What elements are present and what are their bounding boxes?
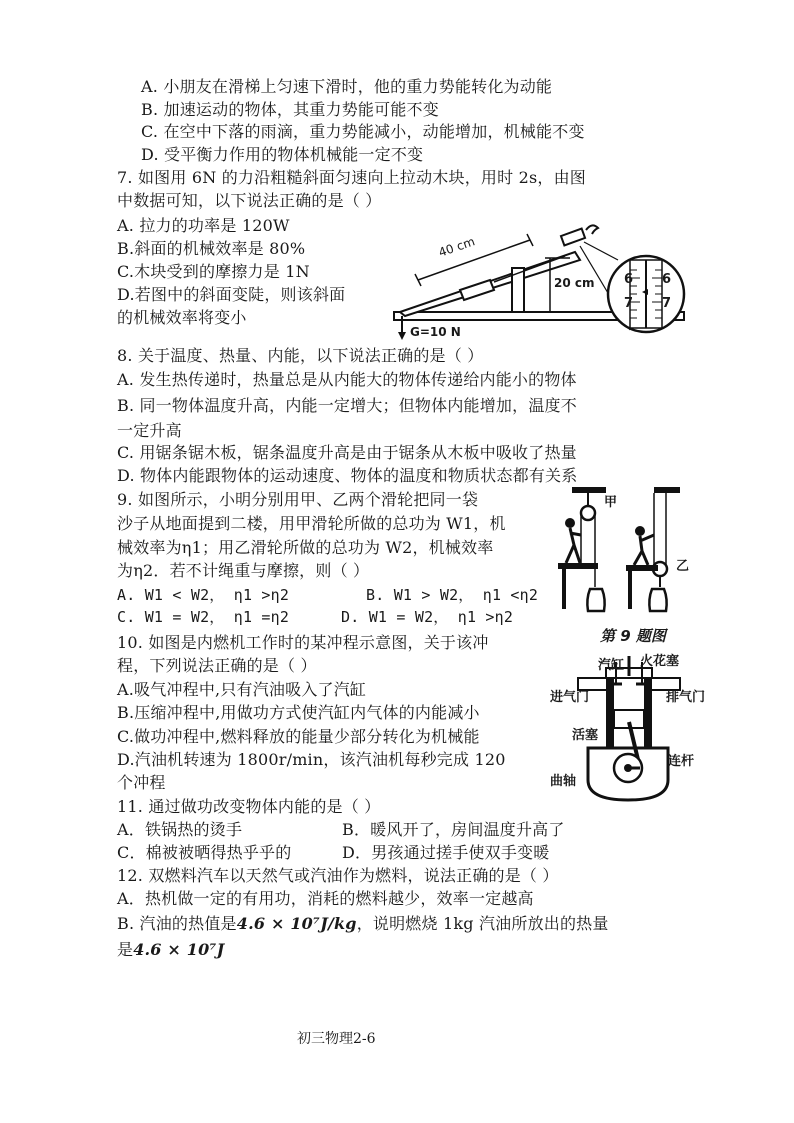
q10-stem-line1: 10. 如图是内燃机工作时的某冲程示意图，关于该冲 bbox=[117, 633, 489, 652]
incline-length-label: 40 cm bbox=[436, 234, 477, 260]
q12-option-b-line2 bbox=[117, 939, 224, 961]
scale-left-6: 6 bbox=[624, 272, 634, 287]
q10-option-c: C.做功冲程中,燃料释放的能量少部分转化为机械能 bbox=[117, 727, 480, 746]
scale-right-7: 7 bbox=[662, 296, 672, 311]
q9-option-c: C. W1 = W2， η1 =η2 bbox=[117, 608, 290, 626]
q7-option-a: A. 拉力的功率是 120W bbox=[117, 216, 290, 235]
q11-option-d: D．男孩通过搓手使双手变暖 bbox=[342, 843, 550, 862]
q8-option-b-line2: 一定升高 bbox=[117, 421, 182, 440]
label-connecting-rod: 连杆 bbox=[668, 754, 695, 769]
q9-stem-line2: 沙子从地面提到二楼，用甲滑轮所做的总功为 W1，机 bbox=[117, 514, 506, 533]
q7-option-d-line1: D.若图中的斜面变陡，则该斜面 bbox=[117, 285, 346, 304]
q7-stem-line1: 7. 如图用 6N 的力沿粗糙斜面匀速向上拉动木块，用时 2s，由图 bbox=[117, 168, 586, 187]
q11-stem: 11. 通过做功改变物体内能的是（ ） bbox=[117, 797, 381, 816]
q12-b-heat-amount: 4.6 × 10⁷J bbox=[133, 940, 225, 959]
q11-option-c: C．棉被被晒得热乎乎的 bbox=[117, 843, 292, 862]
q8-option-c: C. 用锯条锯木板，锯条温度升高是由于锯条从木板中吸收了热量 bbox=[117, 443, 577, 462]
q11-option-a: A．铁锅热的烫手 bbox=[117, 820, 243, 839]
q11-option-b: B．暖风开了，房间温度升高了 bbox=[342, 820, 565, 839]
label-intake-valve: 进气门 bbox=[550, 690, 590, 705]
incline-figure bbox=[390, 212, 690, 342]
q12-b-prefix2: 是 bbox=[117, 940, 134, 959]
pulley-figure bbox=[556, 485, 696, 615]
q6-option-a: A. 小朋友在滑梯上匀速下滑时，他的重力势能转化为动能 bbox=[141, 77, 553, 96]
q9-option-d: D. W1 = W2， η1 >η2 bbox=[341, 608, 514, 626]
q8-option-b-line1: B. 同一物体温度升高，内能一定增大；但物体内能增加，温度不 bbox=[117, 396, 577, 415]
q8-option-a: A. 发生热传递时，热量总是从内能大的物体传递给内能小的物体 bbox=[117, 370, 577, 389]
page-footer: 初三物理2-6 bbox=[297, 1031, 376, 1047]
pulley-jia-label: 甲 bbox=[604, 495, 618, 510]
q9-stem-line3: 械效率为η1；用乙滑轮所做的总功为 W2，机械效率 bbox=[117, 538, 494, 557]
q8-stem: 8. 关于温度、热量、内能，以下说法正确的是（ ） bbox=[117, 346, 484, 365]
q6-option-b: B. 加速运动的物体，其重力势能可能不变 bbox=[141, 100, 439, 119]
q7-option-d-line2: 的机械效率将变小 bbox=[117, 308, 247, 327]
q12-b-prefix: B. 汽油的热值是 bbox=[117, 914, 237, 933]
q10-option-d-line2: 个冲程 bbox=[117, 773, 166, 792]
scale-left-7: 7 bbox=[624, 296, 634, 311]
q7-option-c: C.木块受到的摩擦力是 1N bbox=[117, 262, 310, 281]
q7-option-b: B.斜面的机械效率是 80% bbox=[117, 239, 306, 258]
q9-stem-line1: 9. 如图所示，小明分别用甲、乙两个滑轮把同一袋 bbox=[117, 490, 479, 509]
label-piston: 活塞 bbox=[572, 728, 599, 743]
pulley-yi-label: 乙 bbox=[676, 559, 690, 574]
q10-option-a: A.吸气冲程中,只有汽油吸入了汽缸 bbox=[117, 680, 367, 699]
weight-label: G=10 N bbox=[410, 325, 461, 339]
q12-option-a: A．热机做一定的有用功，消耗的燃料越少，效率一定越高 bbox=[117, 889, 534, 908]
q9-stem-line4: 为η2．若不计绳重与摩擦，则（ ） bbox=[117, 561, 370, 580]
engine-figure bbox=[548, 650, 708, 810]
label-cylinder: 汽缸 bbox=[598, 658, 625, 673]
q6-option-d: D. 受平衡力作用的物体机械能一定不变 bbox=[141, 145, 424, 164]
q12-b-middle: ，说明燃烧 1kg 汽油所放出的热量 bbox=[356, 914, 609, 933]
label-exhaust-valve: 排气门 bbox=[666, 690, 706, 705]
q10-stem-line2: 程，下列说法正确的是（ ） bbox=[117, 656, 317, 675]
q12-b-heat-value: 4.6 × 10⁷J/kg bbox=[236, 914, 357, 933]
q9-option-b: B. W1 > W2， η1 <η2 bbox=[366, 586, 539, 604]
q6-option-c: C. 在空中下落的雨滴，重力势能减小，动能增加，机械能不变 bbox=[141, 122, 585, 141]
q8-option-d: D. 物体内能跟物体的运动速度、物体的温度和物质状态都有关系 bbox=[117, 466, 578, 485]
label-spark-plug: 火花塞 bbox=[640, 654, 680, 669]
q12-option-b-line1 bbox=[117, 913, 609, 935]
q10-option-d-line1: D.汽油机转速为 1800r/min，该汽油机每秒完成 120 bbox=[117, 750, 506, 769]
incline-height-label: 20 cm bbox=[554, 276, 595, 290]
q9-option-a: A. W1 < W2， η1 >η2 bbox=[117, 586, 290, 604]
scale-right-6: 6 bbox=[662, 272, 672, 287]
q7-stem-line2: 中数据可知，以下说法正确的是（ ） bbox=[117, 191, 382, 210]
q10-option-b: B.压缩冲程中,用做功方式使汽缸内气体的内能减小 bbox=[117, 703, 480, 722]
label-crankshaft: 曲轴 bbox=[550, 774, 577, 789]
figure-9-caption: 第 9 题图 bbox=[600, 627, 666, 645]
q12-stem: 12. 双燃料汽车以天然气或汽油作为燃料，说法正确的是（ ） bbox=[117, 866, 559, 885]
